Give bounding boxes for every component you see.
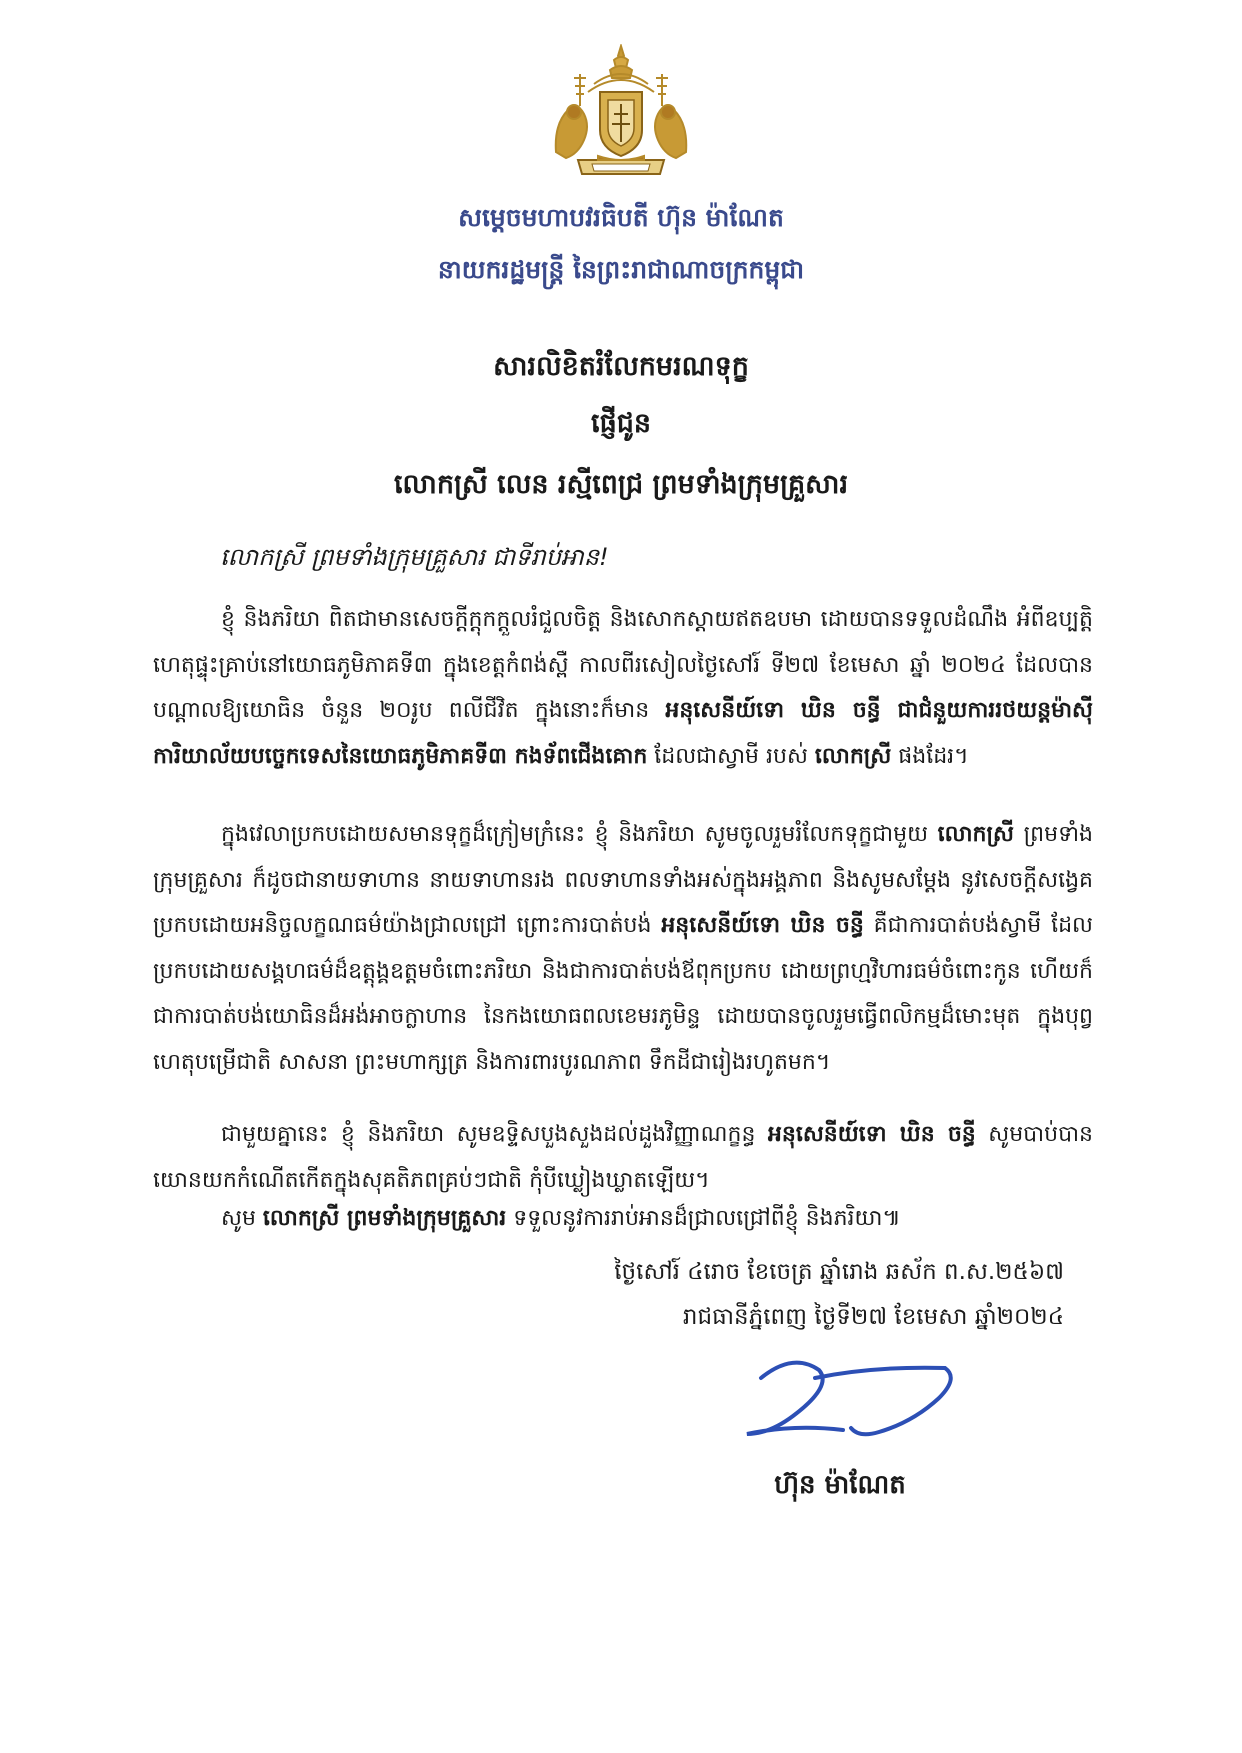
- sent-to-label: ផ្ញើជូន: [591, 408, 651, 439]
- lunar-date: ថ្ងៃសៅរ៍ ៤រោច ខែចេត្រ ឆ្នាំរោង ឆស័ក ព.ស.២៥៦៧: [614, 1259, 1064, 1285]
- paragraph-text: ជាមួយគ្នានេះ ខ្ញុំ និងភរិយា សូមឧទ្ទិសបួងសួងដល់ដួងវិញ្ញាណក្ខន្ធ: [221, 1122, 768, 1147]
- paragraph-text: ទទួលនូវការរាប់អានដ៏ជ្រាលជ្រៅពីខ្ញុំ និងភរិយា៕: [506, 1206, 901, 1231]
- letter-title: សារលិខិតរំលែកមរណទុក្ខ: [493, 351, 749, 382]
- paragraph-4: [153, 1196, 1093, 1242]
- paragraph-2: [153, 812, 1093, 1085]
- sender-title: សម្តេចមហាបវរធិបតី ហ៊ុន ម៉ាណែត: [458, 203, 784, 232]
- paragraph-1: [153, 597, 1093, 779]
- paragraph-bold-text: អនុសេនីយ៍ទោ ឃិន ចន្ធី: [661, 913, 864, 938]
- paragraph-bold-text: លោកស្រី ព្រមទាំងក្រុមគ្រួសារ: [262, 1206, 507, 1231]
- recipient-name: លោកស្រី លេន រស្មីពេជ្រ ព្រមទាំងក្រុមគ្រួសារ: [393, 469, 849, 500]
- paragraph-3: [153, 1112, 1093, 1203]
- paragraph-text: សូម: [221, 1206, 263, 1231]
- paragraph-text: សូមបាប់បានយោនយកកំណើតកើតក្នុងសុគតិភពគ្រប់ៗជាតិ កុំបីឃ្លៀងឃ្លាតឡើយ។: [153, 1122, 1093, 1193]
- paragraph-text: គឺជាការបាត់បង់ស្វាមី ដែលប្រកបដោយសង្គហធម៌ដ៏ឧត្តុង្គឧត្តមចំពោះភរិយា និងជាការបាត់បង់ឪពុកប្រកប ដោយព្រហ្មវិហារធម៌ចំពោះកូន ហើយក៏ជាការបាត់បង់យោធិនដ៏អង់អាចក្លាហាន នៃកងយោធពលខេមរភូមិន្ទ ដោយបានចូលរួមធ្វើពលិកម្មដ៏មោះមុត ក្នុងបុព្វហេតុបម្រើជាតិ សាសនា ព្រះមហាក្សត្រ និងការពារបូរណភាព ទឹកដីជារៀងរហូតមក។: [153, 913, 1093, 1075]
- sender-position: នាយករដ្ឋមន្ត្រី នៃព្រះរាជាណាចក្រកម្ពុជា: [437, 255, 805, 284]
- signature-icon: [733, 1348, 983, 1448]
- royal-arms-emblem-icon: [548, 44, 694, 182]
- signer-name: ហ៊ុន ម៉ាណែត: [774, 1470, 906, 1500]
- paragraph-bold-text: អនុសេនីយ៍ទោ ឃិន ចន្ធី ជាជំនួយការរថយន្តម៉ាស៊ី ការិយាល័យបច្ចេកទេសនៃយោធភូមិភាគទី៣ កងទ័ពជើងគោក: [153, 698, 1094, 769]
- paragraph-bold-text: លោកស្រី: [937, 822, 1015, 847]
- paragraph-bold-text: អនុសេនីយ៍ទោ ឃិន ចន្ធី: [767, 1122, 976, 1147]
- paragraph-text: ក្នុងវេលាប្រកបដោយសមានទុក្ខដ៏ក្រៀមក្រំនេះ ខ្ញុំ និងភរិយា សូមចូលរួមរំលែកទុក្ខជាមួយ: [221, 822, 938, 847]
- paragraph-text: ផងដែរ។: [891, 743, 969, 769]
- paragraph-bold-text: លោកស្រី: [814, 743, 892, 769]
- paragraph-text: ដែលជាស្វាមី របស់: [647, 743, 815, 769]
- date-block: [614, 1250, 1064, 1340]
- solar-date: រាជធានីភ្នំពេញ ថ្ងៃទី២៧ ខែមេសា ឆ្នាំ២០២៤: [682, 1304, 1064, 1330]
- salutation: លោកស្រី ព្រមទាំងក្រុមគ្រួសារ ជាទីរាប់អាន!: [220, 543, 609, 571]
- paragraph-text: ព្រមទាំងក្រុមគ្រួសារ ក៏ដូចជានាយទាហាន នាយទាហានរង ពលទាហានទាំងអស់ក្នុងអង្គភាព និងសូមសម្តែង នូវសេចក្តីសង្វេគប្រកបដោយអនិច្ចលក្ខណធម៌យ៉ាងជ្រាលជ្រៅ ព្រោះការបាត់បង់: [153, 822, 1094, 938]
- paragraph-text: ខ្ញុំ និងភរិយា ពិតជាមានសេចក្តីក្តុកក្តួលរំជួលចិត្ត និងសោកស្តាយឥតឧបមា ដោយបានទទួលដំណឹង អំពីឧប្បត្តិហេតុផ្ទុះគ្រាប់នៅយោធភូមិភាគទី៣ ក្នុងខេត្តកំពង់ស្ពឺ កាលពីរសៀលថ្ងៃសៅរ៍ ទី២៧ ខែមេសា ឆ្នាំ ២០២៤ ដែលបានបណ្តាលឱ្យយោធិន ចំនួន ២០រូប ពលីជីវិត ក្នុងនោះក៏មាន: [153, 607, 1093, 723]
